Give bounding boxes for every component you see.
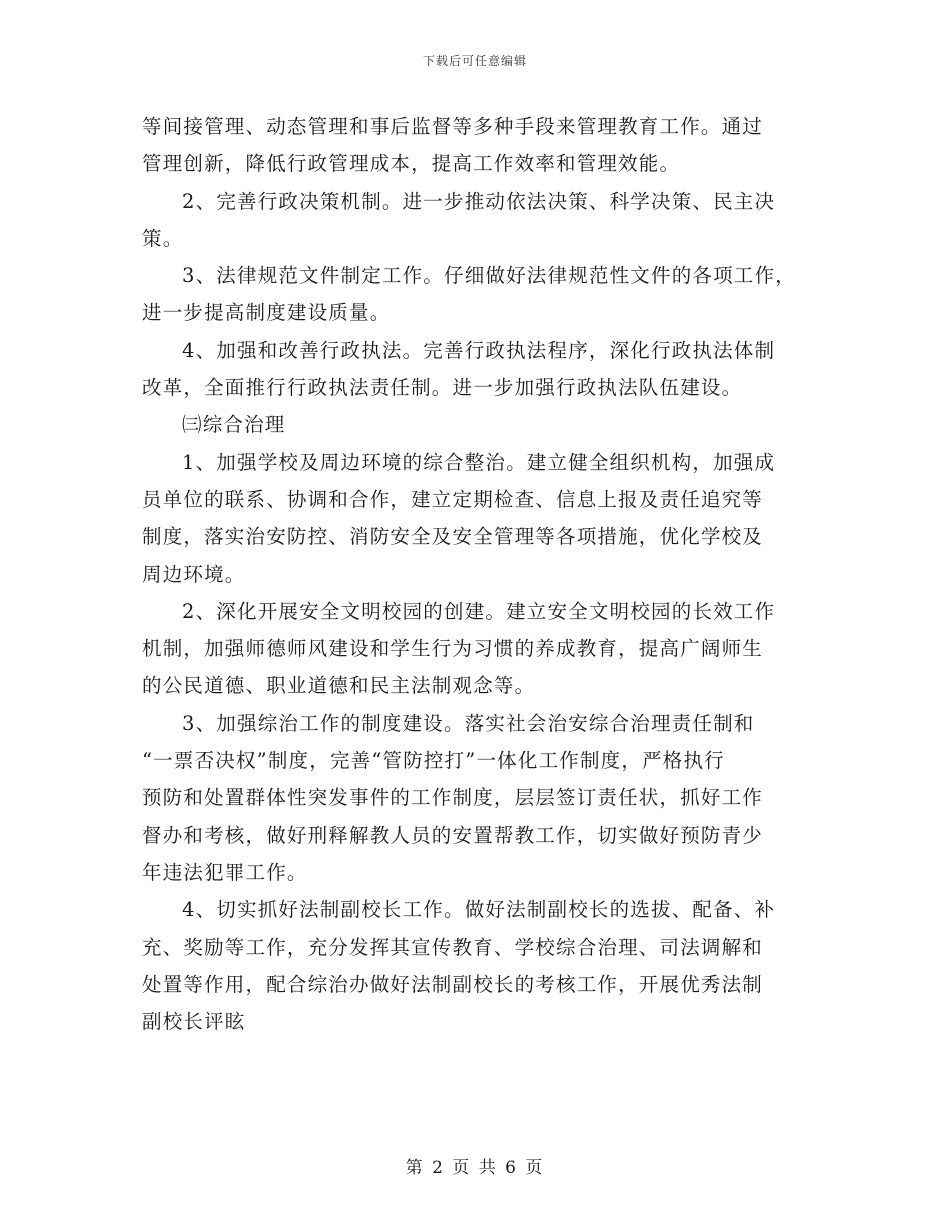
section-heading: ㈢综合治理 xyxy=(182,413,286,437)
text-line: 机制，加强师德师风建设和学生行为习惯的养成教育，提高广阔师生 xyxy=(142,637,764,661)
text-line: 策。 xyxy=(142,226,184,250)
text-line: 的公民道德、职业道德和民主法制观念等。 xyxy=(142,674,536,698)
text-line: 员单位的联系、协调和合作，建立定期检查、信息上报及责任追究等 xyxy=(142,487,764,511)
page-header: 下载后可任意编辑 xyxy=(422,54,527,68)
text-line: 年违法犯罪工作。 xyxy=(142,860,308,884)
text-line: 管理创新，降低行政管理成本，提高工作效率和管理效能。 xyxy=(142,152,681,176)
text-line: 4、加强和改善行政执法。完善行政执法程序，深化行政执法体制 xyxy=(182,338,776,362)
text-line: “一票否决权”制度，完善“管防控打”一体化工作制度，严格执行 xyxy=(142,749,725,773)
text-line: 预防和处置群体性突发事件的工作制度，层层签订责任状，抓好工作 xyxy=(142,786,764,810)
text-line: 3、加强综治工作的制度建设。落实社会治安综合治理责任制和 xyxy=(182,711,755,735)
text-line: 2、完善行政决策机制。进一步推动依法决策、科学决策、民主决 xyxy=(182,189,776,213)
text-line: 1、加强学校及周边环境的综合整治。建立健全组织机构，加强成 xyxy=(182,450,776,474)
text-line: 制度，落实治安防控、消防安全及安全管理等各项措施，优化学校及 xyxy=(142,525,764,549)
page-number-footer: 第 2 页 共 6 页 xyxy=(405,1158,545,1178)
document-body xyxy=(142,108,814,1040)
text-line: 3、法律规范文件制定工作。仔细做好法律规范性文件的各项工作， xyxy=(182,264,796,288)
text-line: 副校长评眩 xyxy=(142,1010,246,1034)
text-line: 周边环境。 xyxy=(142,562,246,586)
text-line: 进一步提高制度建设质量。 xyxy=(142,301,391,325)
text-line: 等间接管理、动态管理和事后监督等多种手段来管理教育工作。通过 xyxy=(142,115,764,138)
text-line: 2、深化开展安全文明校园的创建。建立安全文明校园的长效工作 xyxy=(182,599,776,623)
text-line: 充、奖励等工作，充分发挥其宣传教育、学校综合治理、司法调解和 xyxy=(142,935,764,959)
text-line: 4、切实抓好法制副校长工作。做好法制副校长的选拔、配备、补 xyxy=(182,898,776,922)
text-line: 处置等作用，配合综治办做好法制副校长的考核工作，开展优秀法制 xyxy=(142,972,764,996)
text-line: 督办和考核，做好刑释解教人员的安置帮教工作，切实做好预防青少 xyxy=(142,823,764,847)
text-line: 改革，全面推行行政执法责任制。进一步加强行政执法队伍建设。 xyxy=(142,376,743,400)
